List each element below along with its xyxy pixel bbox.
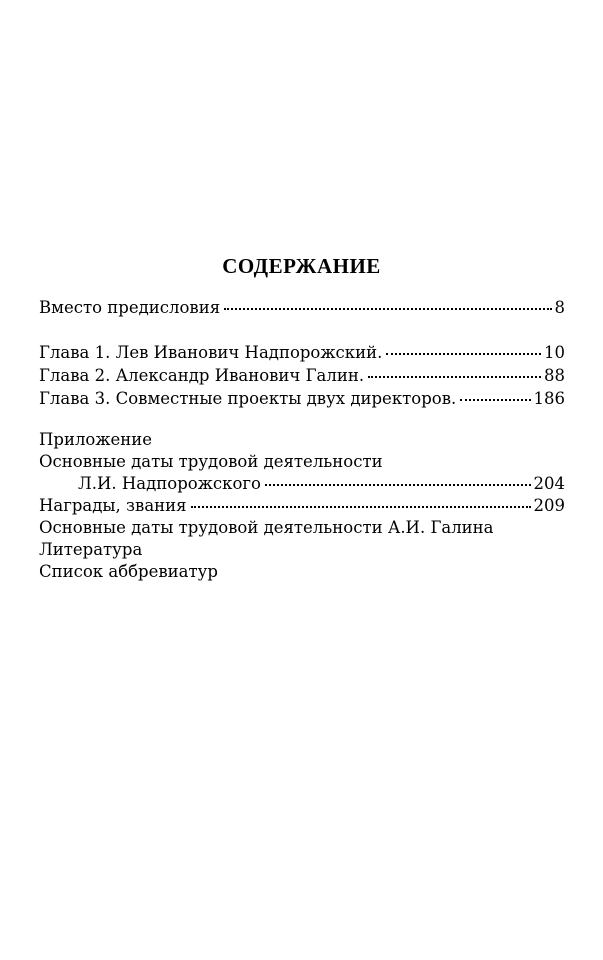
dot-leader	[224, 308, 551, 310]
toc-entry-text: Основные даты трудовой деятельности А.И. Галина	[39, 518, 494, 537]
toc-entry-literature	[39, 538, 565, 562]
dot-leader	[386, 353, 541, 355]
toc-page-number: 10	[544, 343, 565, 362]
toc-entry-text: Список аббревиатур	[39, 562, 218, 581]
toc-entry-text: Литература	[39, 540, 143, 559]
toc-entry-text: Приложение	[39, 430, 153, 449]
toc-entry-preface	[39, 296, 565, 320]
toc-entry-text: Л.И. Надпорожского	[78, 474, 261, 493]
toc-page-number: 204	[533, 474, 565, 493]
toc-entry-text: Глава 1. Лев Иванович Надпорожский.	[39, 343, 383, 362]
toc-entry-text: Вместо предисловия	[39, 298, 221, 317]
toc-entry-dates-nadporozhsky	[39, 472, 565, 496]
dot-leader	[265, 484, 531, 486]
toc-entry-appendix	[39, 428, 565, 452]
toc-entry-dates-heading	[39, 450, 565, 474]
toc-entry-abbreviations	[39, 560, 565, 584]
toc-entry-chapter-2	[39, 364, 565, 388]
dot-leader	[191, 506, 531, 508]
dot-leader	[460, 399, 530, 401]
toc-entry-awards	[39, 494, 565, 518]
dot-leader	[368, 376, 541, 378]
toc-entry-chapter-3	[39, 387, 565, 411]
toc-page-number: 8	[554, 298, 565, 317]
toc-page-number: 88	[544, 366, 565, 385]
toc-entry-dates-galin	[39, 516, 565, 540]
toc-entry-text: Основные даты трудовой деятельности	[39, 452, 383, 471]
toc-page-number: 209	[533, 496, 565, 515]
page-title: СОДЕРЖАНИЕ	[222, 254, 381, 278]
toc-page-number: 186	[533, 389, 565, 408]
toc-entry-text: Глава 2. Александр Иванович Галин.	[39, 366, 365, 385]
toc-entry-text: Награды, звания	[39, 496, 187, 515]
toc-entry-chapter-1	[39, 341, 565, 365]
toc-entry-text: Глава 3. Совместные проекты двух директоров.	[39, 389, 457, 408]
